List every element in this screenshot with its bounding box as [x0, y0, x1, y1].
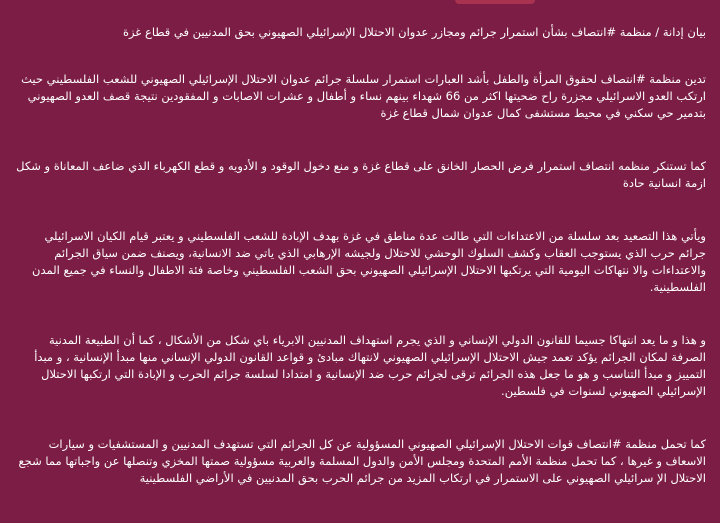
paragraph-siege: كما تستنكر منظمه انتصاف استمرار فرض الحصار الخانق على قطاع غزة و منع دخول الوقود و الأدويه و قطع الكهرباء الذي ضاعف المعاناة و شكل ازمة انسانية حادة: [16, 159, 706, 190]
paragraph-responsibility: كما تحمل منظمة #انتصاف قوات الاحتلال الإسرائيلي الصهيوني المسؤولية عن كل الجرائم التي تستهدف المدنيين و المستشفيات و سيارات الاسعاف و غيرها ، كما تحمل منظمة الأمم المتحدة ومجلس الأمن والدول المسلمة والعربية مسؤولية صمتها المخزي وتنصلها عن واجباتها مما شجع الاحتلال الإ سرائيلي الصهيوني على الاستمرار في ارتكاب المزيد من جرائم الحرب بحق المدنيين في الأراضي الفلسطينية: [18, 437, 706, 485]
top-tab-decoration: [455, 0, 535, 4]
statement-body: [14, 24, 706, 523]
paragraph-escalation: ويأتي هذا التصعيد بعد سلسلة من الاعتداءات التي طالت عدة مناطق في غزة بهدف الإبادة للشعب الفلسطيني و يعتبر قيام الكيان الاسرائيلي جرائم حرب الذي يستوجب العقاب وكشف السلوك الوحشي للاحتلال ولجيشه الإرهابي الذي ياتي ضد الانسانية، ويصنف ضمن سياق الجرائم والاعتداءات والا نتهاكات اليومية التي يرتكبها الاحتلال الإسرائيلي الصهيوني بحق الشعب الفلسطيني وخاصة فئة الاطفال والنساء في جميع المدن الفلسطينية.: [32, 229, 706, 294]
statement-title: بيان إدانة / منظمة #انتصاف بشأن استمرار جرائم ومجازر عدوان الاحتلال الإسرائيلي الصهيوني بحق المدنيين في قطاع غزة: [122, 25, 706, 39]
paragraph-condemnation: تدين منظمة #انتصاف لحقوق المرأة والطفل بأشد العبارات استمرار سلسلة جرائم عدوان الاحتلال الإسرائيلي الصهيوني للشعب الفلسطيني حيث ارتكب العدو الاسرائيلي مجزرة راح ضحيتها اكثر من 66 شهداء بينهم نساء و أطفال و عشرات الاصابات و المفقودين نتيجة قصف العدو الصهيوني بتدمير حي سكني في محيط مستشفى كمال عدوان شمال قطاع غزة: [21, 72, 706, 120]
paragraph-international-law: و هذا و ما يعد انتهاكا جسيما للقانون الدولي الإنساني و الذي يجرم استهداف المدنيين الابرياء باي شكل من الأشكال ، كما أن الطبيعة المدنية الصرفة لمكان الجرائم يؤكد تعمد جيش الاحتلال الإسرائيلي الصهيوني لانتهاك مبادئ و قواعد القانون الدولي الإنساني منها مبدأ الإنسانية ، و مبدأ التمييز و مبدأ التناسب و هو ما جعل هذه الجرائم ترقى لجرائم حرب ضد الإنسانية و امتدادا لسلسة جرائم الحرب و الإبادة التي ارتكبها الاحتلال الإسرائيلي الصهيوني لسنوات في فلسطين.: [34, 333, 706, 398]
